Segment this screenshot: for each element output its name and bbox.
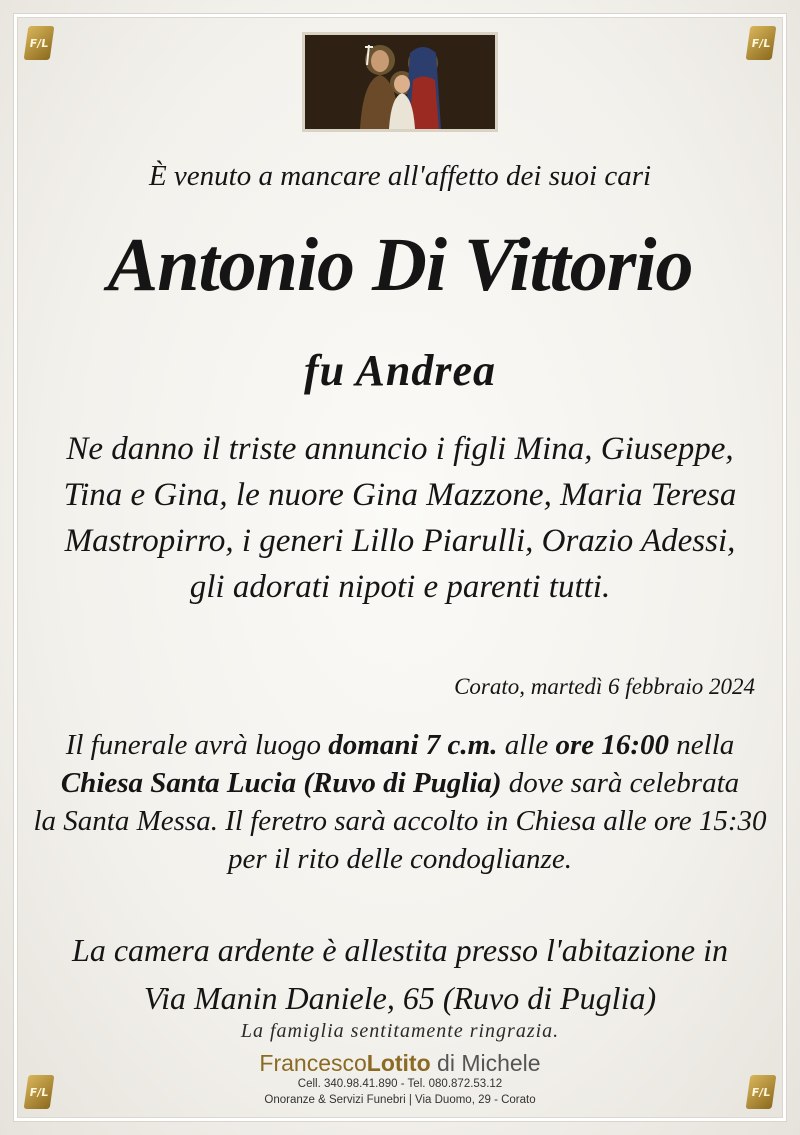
funeral-text: alle	[497, 729, 556, 761]
holy-family-illustration	[305, 35, 495, 129]
funeral-line	[0, 764, 800, 802]
agency-logo-icon: F/L	[24, 1075, 55, 1109]
funeral-date: domani 7 c.m.	[328, 729, 498, 761]
agency-contacts: Cell. 340.98.41.890 - Tel. 080.872.53.12	[297, 1078, 503, 1090]
thanks-line: La famiglia sentitamente ringrazia.	[240, 1020, 560, 1042]
place-date: Corato, martedì 6 febbraio 2024	[454, 674, 755, 699]
agency-name-first: Francesco	[259, 1050, 367, 1076]
agency-services: Onoranze & Servizi Funebri | Via Duomo, 29 - Corato	[264, 1094, 536, 1106]
funeral-line	[0, 726, 800, 764]
agency-name-suffix: di Michele	[430, 1050, 541, 1076]
announcement-line: Ne danno il triste annuncio i figli Mina, Giuseppe,	[66, 431, 734, 467]
announcement-line: Mastropirro, i generi Lillo Piarulli, Orazio Adessi,	[64, 523, 736, 559]
camera-line: La camera ardente è allestita presso l'abitazione in	[72, 932, 728, 968]
agency-logo-icon: F/L	[746, 1075, 777, 1109]
agency-logo-icon: F/L	[24, 26, 55, 60]
announcement-line: Tina e Gina, le nuore Gina Mazzone, Maria Teresa	[63, 477, 737, 513]
funeral-info	[0, 726, 800, 878]
corner-ornament	[734, 8, 792, 66]
announcement	[0, 426, 800, 610]
camera-line: Via Manin Daniele, 65 (Ruvo di Puglia)	[143, 980, 657, 1016]
agency-name	[0, 1050, 800, 1077]
announcement-line: gli adorati nipoti e parenti tutti.	[189, 569, 611, 605]
corner-ornament	[8, 8, 66, 66]
funeral-church: Chiesa Santa Lucia (Ruvo di Puglia)	[60, 767, 502, 799]
intro-line: È venuto a mancare all'affetto dei suoi cari	[148, 160, 652, 192]
camera-ardente	[0, 926, 800, 1022]
agency-name-surname: Lotito	[366, 1050, 431, 1076]
funeral-line: per il rito delle condoglianze.	[228, 843, 572, 875]
holy-family-image	[302, 32, 498, 132]
funeral-time: ore 16:00	[555, 729, 670, 761]
father-name: fu Andrea	[304, 346, 496, 395]
funeral-line: la Santa Messa. Il feretro sarà accolto in Chiesa alle ore 15:30	[33, 805, 767, 837]
funeral-text: dove sarà celebrata	[501, 767, 740, 799]
funeral-text: nella	[669, 729, 735, 761]
deceased-name: Antonio Di Vittorio	[107, 223, 693, 307]
agency-logo-icon: F/L	[746, 26, 777, 60]
funeral-text: Il funerale avrà luogo	[65, 729, 329, 761]
